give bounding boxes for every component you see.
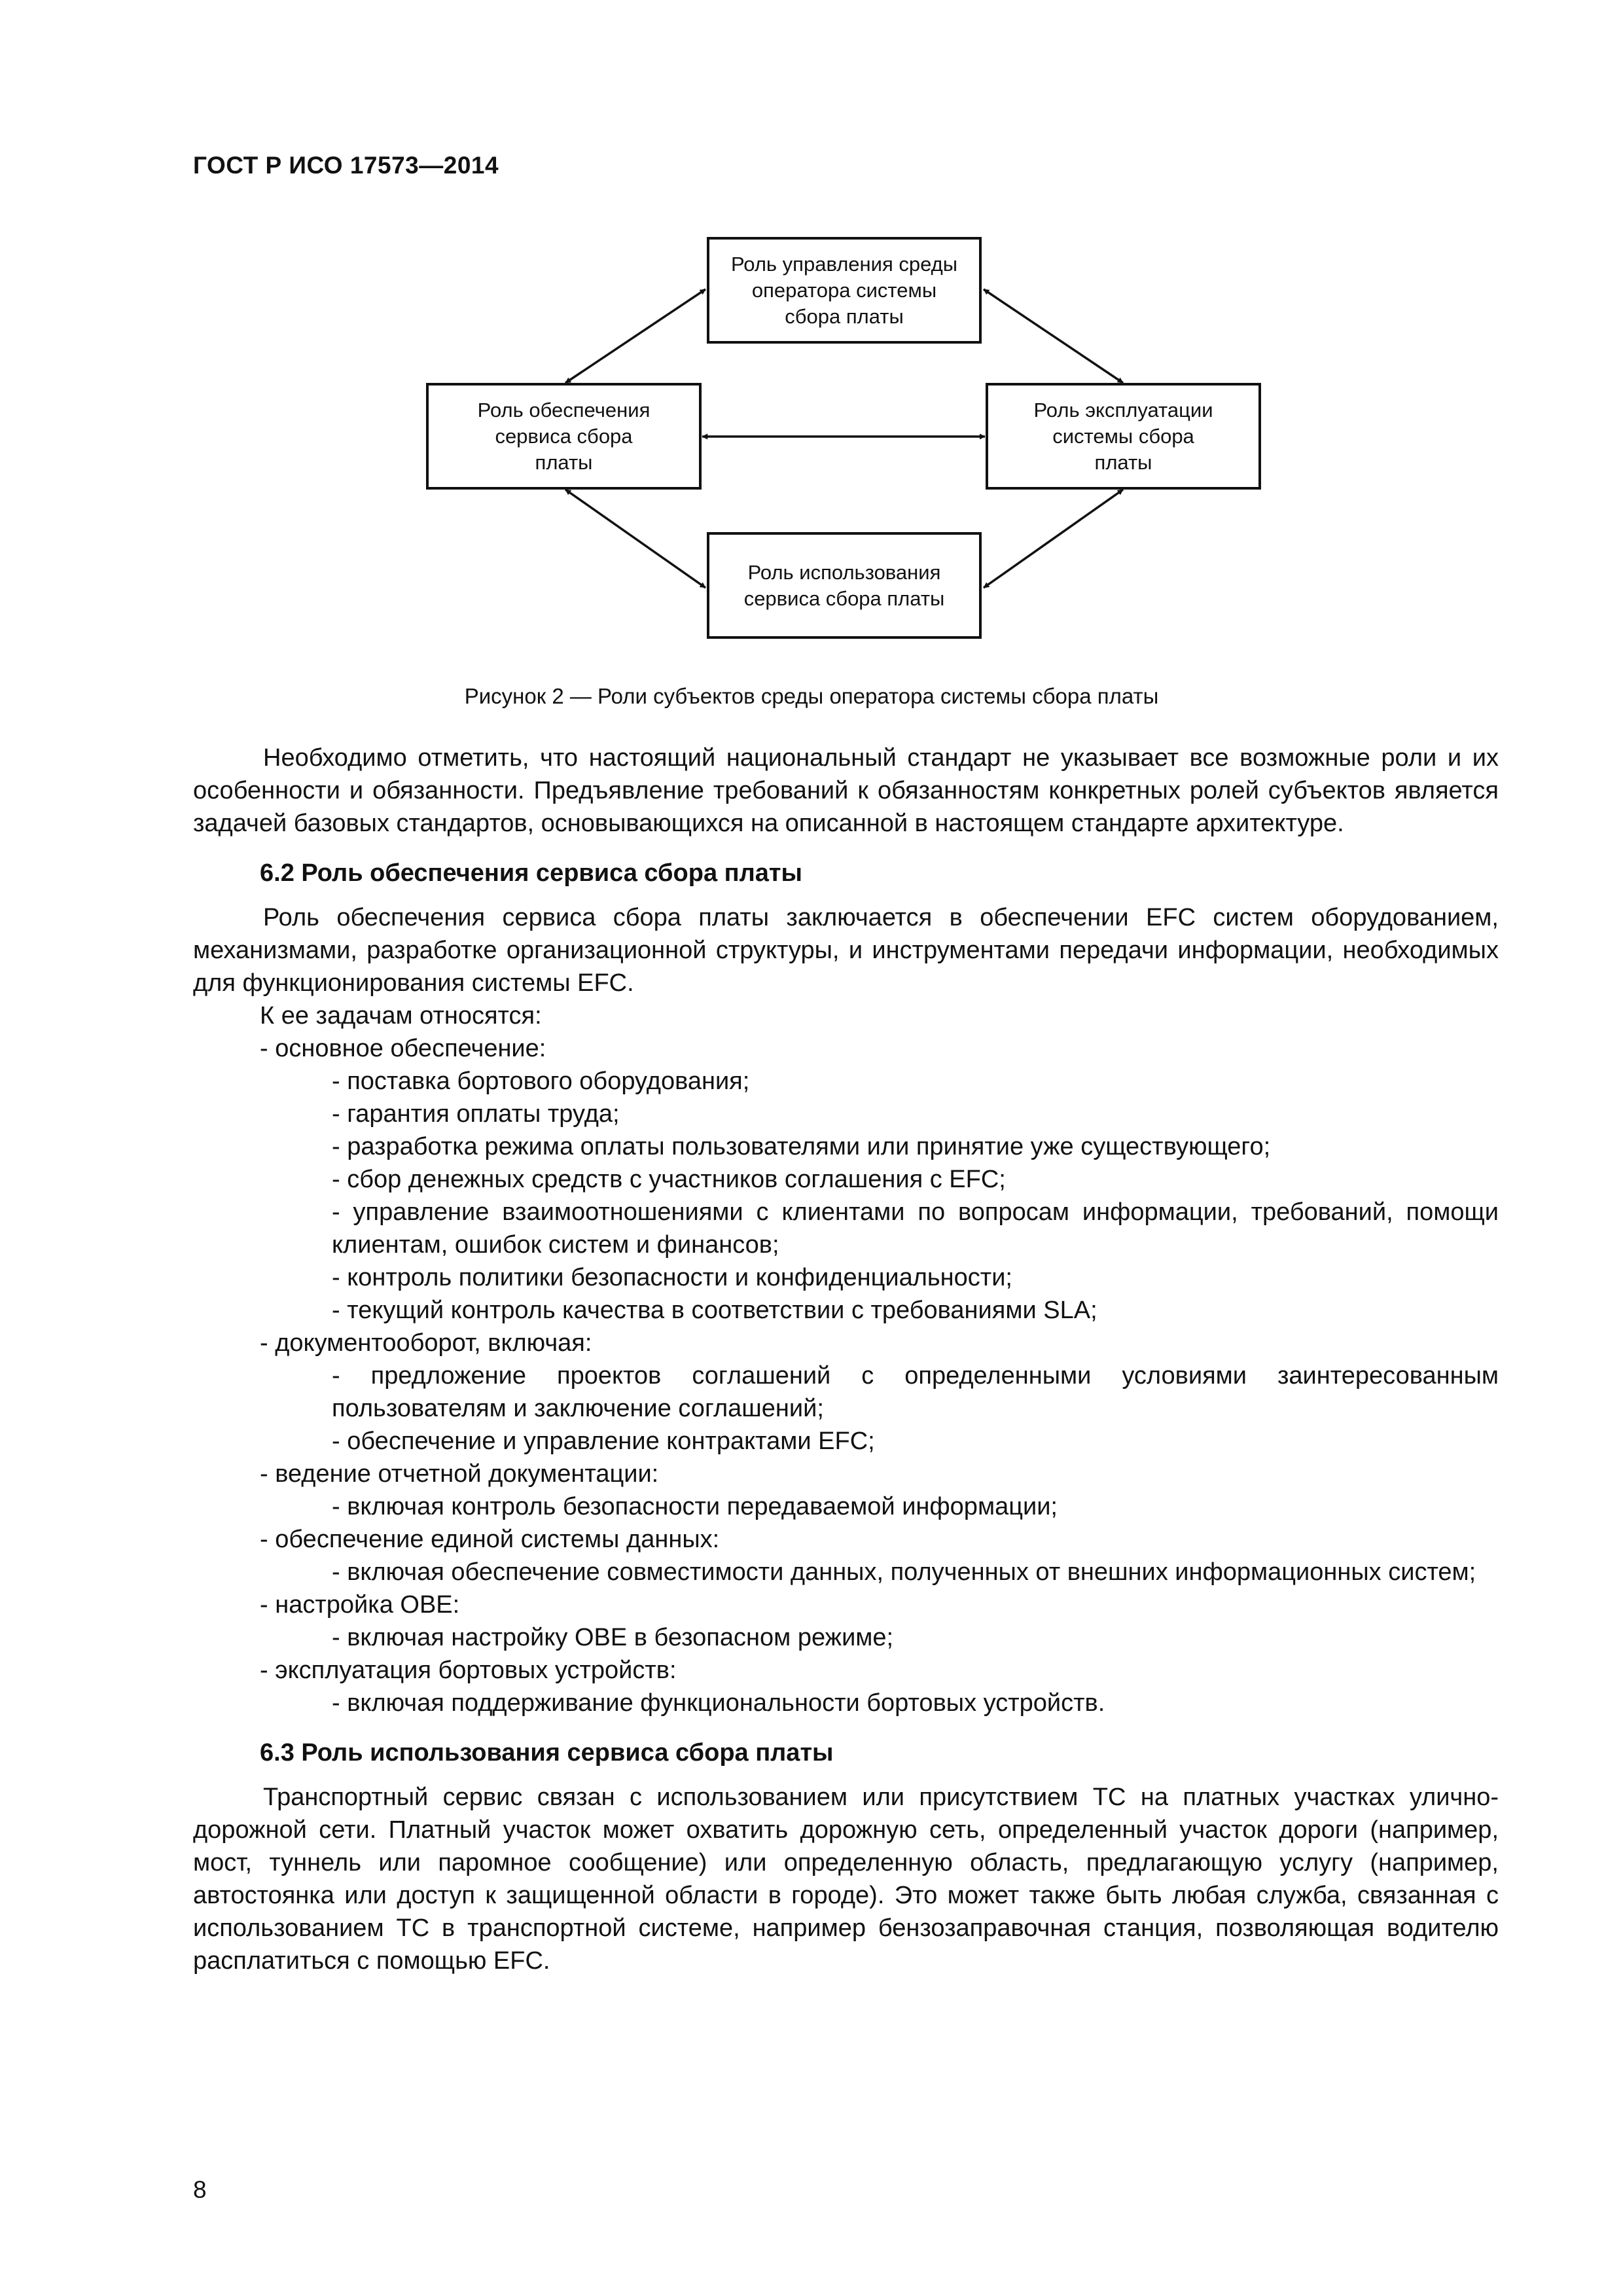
list-item: - настройка OBE:: [260, 1591, 460, 1619]
list-item: - поставка бортового оборудования;: [332, 1067, 750, 1095]
document-header: ГОСТ Р ИСО 17573—2014: [193, 152, 499, 179]
section-heading-6-2: 6.2 Роль обеспечения сервиса сбора платы: [260, 859, 802, 887]
role-box-service-usage: [707, 532, 982, 639]
role-box-system-operation: [986, 383, 1261, 490]
list-item: - гарантия оплаты труда;: [332, 1100, 620, 1128]
list-item: - предложение проектов соглашений с определенными условиями заинтересованным пользователям и заключение соглашений;: [332, 1362, 1499, 1422]
role-box-service-provision: [426, 383, 702, 490]
section-heading-6-3: 6.3 Роль использования сервиса сбора платы: [260, 1739, 834, 1767]
list-item: - включая поддерживание функциональности бортовых устройств.: [332, 1689, 1105, 1717]
page-number: 8: [193, 2176, 207, 2203]
list-item: - контроль политики безопасности и конфиденциальности;: [332, 1264, 1012, 1291]
list-item: - разработка режима оплаты пользователями или принятие уже существующего;: [332, 1133, 1271, 1160]
list-item: - обеспечение и управление контрактами EFC;: [332, 1427, 875, 1455]
list-item: - текущий контроль качества в соответствии с требованиями SLA;: [332, 1297, 1097, 1324]
list-item: - включая контроль безопасности передаваемой информации;: [332, 1493, 1058, 1520]
intro-paragraph: Необходимо отметить, что настоящий национальный стандарт не указывает все возможные роли и их особенности и обязанности. Предъявление требований к обязанностям конкретных ролей субъектов является задачей базовых стандартов, основывающихся на описанной в настоящем стандарте архитектуре.: [193, 744, 1499, 837]
body-text: [193, 742, 1499, 1977]
list-item: - обеспечение единой системы данных:: [260, 1526, 720, 1553]
list-item: - включая обеспечение совместимости данных, полученных от внешних информационных систем;: [332, 1558, 1476, 1586]
list-item: - управление взаимоотношениями с клиентами по вопросам информации, требований, помощи клиентам, ошибок систем и финансов;: [332, 1198, 1499, 1259]
role-box-label: Роль использования сервиса сбора платы: [743, 560, 945, 610]
list-item: - ведение отчетной документации:: [260, 1460, 659, 1488]
arrow-top-left: [565, 289, 705, 383]
list-item: - документооборот, включая:: [260, 1329, 592, 1357]
arrow-top-right: [984, 289, 1123, 383]
role-box-operator-management: [707, 237, 982, 344]
roles-diagram: [0, 0, 1623, 753]
list-item: - включая настройку OBE в безопасном режиме;: [332, 1624, 894, 1651]
arrow-right-bottom: [984, 490, 1123, 588]
role-box-label: Роль управления среды оператора системы сбора платы: [730, 252, 958, 328]
role-box-label: Роль эксплуатации системы сбора платы: [1033, 398, 1213, 474]
paragraph: К ее задачам относятся:: [260, 1002, 542, 1030]
list-item: - эксплуатация бортовых устройств:: [260, 1657, 677, 1684]
paragraph: Транспортный сервис связан с использованием или присутствием ТС на платных участках улично-дорожной сети. Платный участок может охватить дорожную сеть, определенный участок дороги (например, мост, туннель или паромное сообщение) или определенную область, предлагающую услугу (например, автостоянка или доступ к защищенной области в городе). Это может также быть любая служба, связанная с использованием ТС в транспортной системе, например бензозаправочная станция, позволяющая водителю расплатиться с помощью EFC.: [193, 1784, 1499, 1975]
figure-caption: Рисунок 2 — Роли субъектов среды оператора системы сбора платы: [464, 684, 1159, 708]
arrow-left-bottom: [565, 490, 705, 588]
role-box-label: Роль обеспечения сервиса сбора платы: [477, 398, 651, 474]
list-item: - сбор денежных средств с участников соглашения с EFC;: [332, 1166, 1006, 1193]
list-item: - основное обеспечение:: [260, 1035, 546, 1062]
paragraph: Роль обеспечения сервиса сбора платы заключается в обеспечении EFC систем оборудованием, механизмами, разработке организационной структуры, и инструментами передачи информации, необходимых для функционирования системы EFC.: [193, 904, 1499, 997]
